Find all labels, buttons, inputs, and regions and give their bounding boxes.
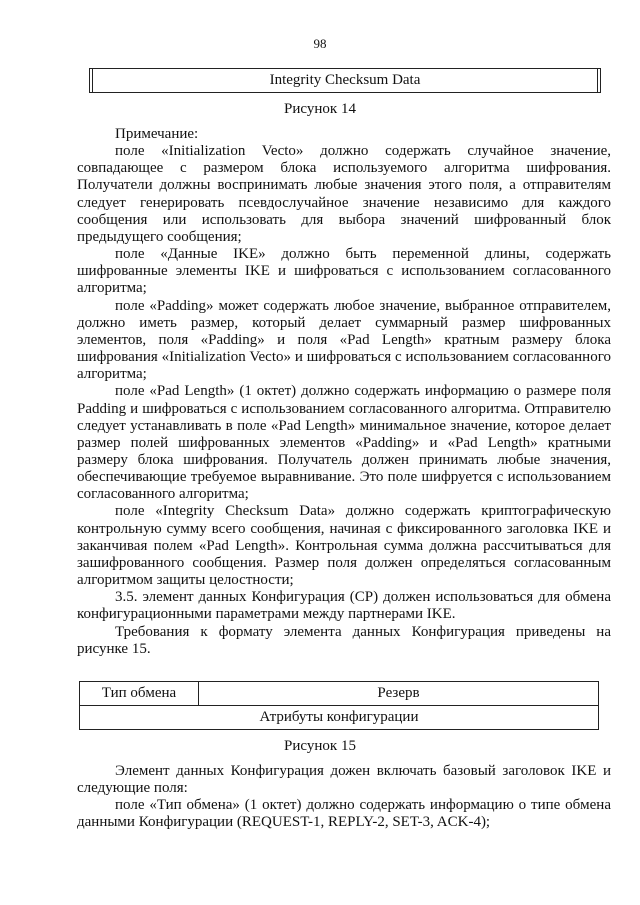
figure-15-caption: Рисунок 15 xyxy=(284,738,356,754)
page-number: 98 xyxy=(313,36,327,51)
section-3-5: 3.5. элемент данных Конфигурация (CP) должен использоваться для обмена конфигурационными параметрами между партнерами IKE. xyxy=(77,589,611,623)
note-title: Примечание: xyxy=(115,126,199,142)
configuration-payload-table xyxy=(79,681,599,730)
integrity-checksum-box xyxy=(89,68,601,93)
integrity-checksum-label: Integrity Checksum Data xyxy=(269,72,421,88)
exchange-type-cell: Тип обмена xyxy=(80,682,199,706)
note-paragraph: поле «Данные IKE» должно быть переменной длины, содержать шифрованные элементы IKE и шифроваться с использованием согласованного алгоритма; xyxy=(77,246,611,297)
figure-15-reference: Требования к формату элемента данных Конфигурация приведены на рисунке 15. xyxy=(77,623,611,657)
closing-paragraph: поле «Тип обмена» (1 октет) должно содержать информацию о типе обмена данными Конфигурации (REQUEST-1, REPLY-2, SET-3, ACK-4); xyxy=(77,797,611,831)
note-paragraph: поле «Integrity Checksum Data» должно содержать криптографическую контрольную сумму всего сообщения, начиная с фиксированного заголовка IKE и заканчивая полем «Pad Length». Контрольная сумма должна рассчитываться для зашифрованного сообщения. Размер поля должен определяться согласованным алгоритмом защиты целостности; xyxy=(77,503,611,589)
note-paragraph: поле «Padding» может содержать любое значение, выбранное отправителем, должно иметь размер, который делает суммарный размер шифрованных элементов, поля «Padding» и поля «Pad Length» кратным размеру блока шифрования «Initialization Vecto» и шифроваться с использованием согласованного алгоритма; xyxy=(77,297,611,383)
closing-section xyxy=(77,763,611,832)
reserved-cell: Резерв xyxy=(199,682,599,706)
config-attributes-cell: Атрибуты конфигурации xyxy=(80,706,599,730)
note-paragraph: поле «Pad Length» (1 октет) должно содержать информацию о размере поля Padding и шифроваться с использованием согласованного алгоритма. Отправителю следует устанавливать в поле «Pad Length» минимальное значение, которое делает размер полей шифрованных элементов «Padding» и «Pad Length» кратными размеру блока шифрования. Получатель должен принимать любые значения, обеспечивающие требуемое выравнивание. Это поле шифруется с использованием согласованного алгоритма; xyxy=(77,383,611,503)
figure-14-caption: Рисунок 14 xyxy=(284,101,356,117)
box-right-edge xyxy=(597,68,601,93)
note-section xyxy=(77,126,611,658)
closing-paragraph: Элемент данных Конфигурация дожен включать базовый заголовок IKE и следующие поля: xyxy=(77,763,611,797)
note-paragraph: поле «Initialization Vecto» должно содержать случайное значение, совпадающее с размером блока используемого алгоритма шифрования. Получатели должны воспринимать любые значения этого поля, а отправителям следует генерировать псевдослучайное значение независимо для каждого сообщения или использовать для выбора значений шифрованный блок предыдущего сообщения; xyxy=(77,143,611,245)
box-left-edge xyxy=(89,68,93,93)
